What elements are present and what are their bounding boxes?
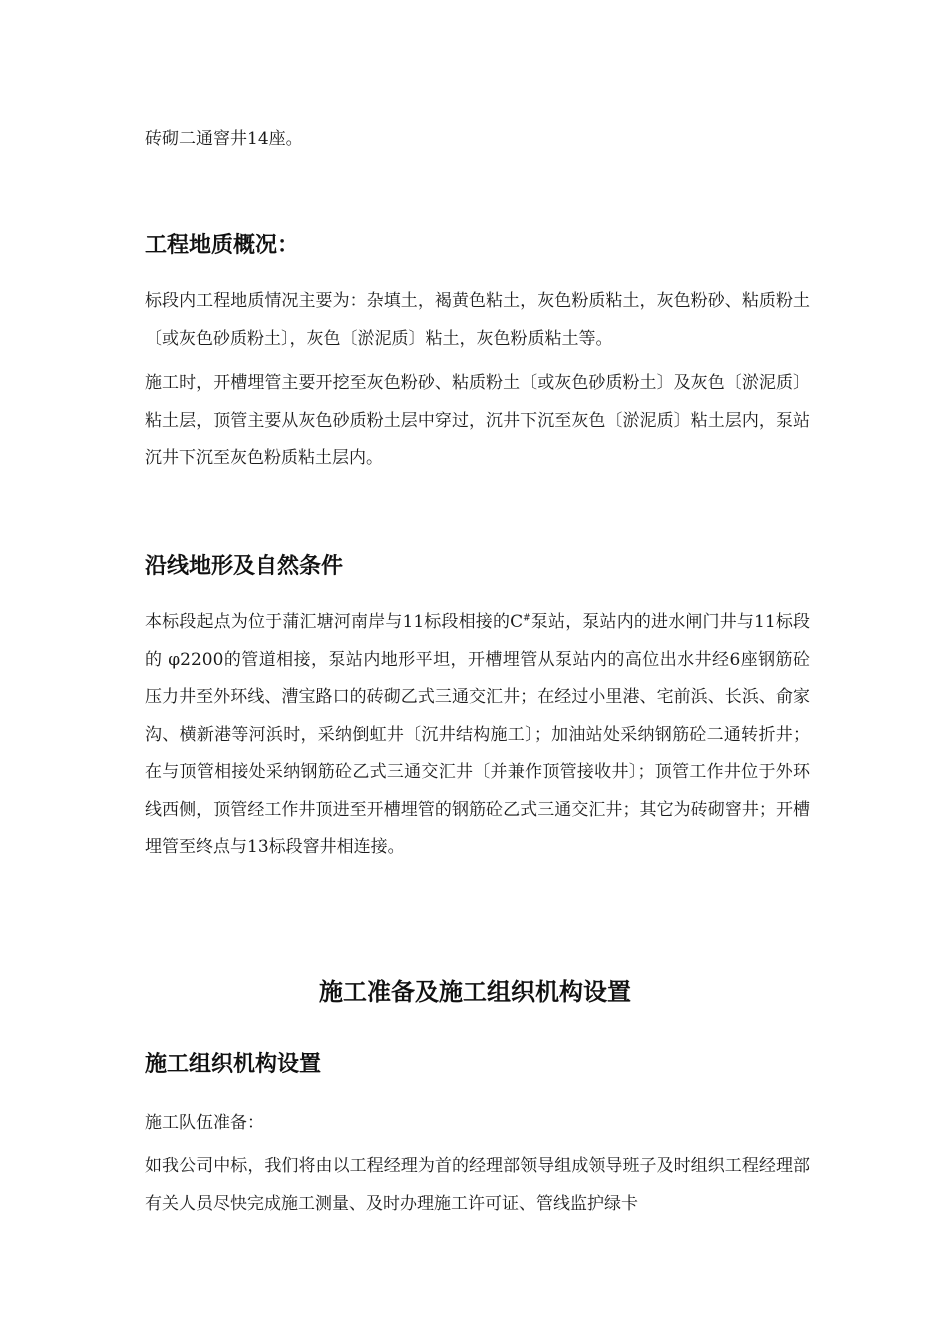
- chapter-title: 施工准备及施工组织机构设置: [319, 978, 631, 1006]
- terrain-text-b: 泵站，泵站内的进水闸门井与11标段的 φ2200的管道相接，泵站内地形平坦，开槽埋管从泵站内的高位出水井经6座钢筋砼压力井至外环线、漕宝路口的砖砌乙式三通交汇井；在经过小里港、宅前浜、长浜、俞家沟、横新港等河浜时，采纳倒虹井〔沉井结构施工〕；加油站处采纳钢筋砼二通转折井；在与顶管相接处采纳钢筋砼乙式三通交汇井〔并兼作顶管接收井〕；顶管工作井位于外环线西侧，顶管经工作井顶进至开槽埋管的钢筋砼乙式三通交汇井；其它为砖砌窨井；开槽埋管至终点与13标段窨井相连接。: [145, 612, 811, 857]
- paragraph-intro-end: 砖砌二通窨井14座。: [145, 129, 303, 149]
- heading-geology: 工程地质概况：: [145, 233, 300, 258]
- paragraph-geology-2: 施工时，开槽埋管主要开挖至灰色粉砂、粘质粉土〔或灰色砂质粉土〕及灰色〔淤泥质〕粘土层，顶管主要从灰色砂质粉土层中穿过，沉井下沉至灰色〔淤泥质〕粘土层内，泵站沉井下沉至灰色粉质粘土层内。: [145, 373, 810, 468]
- paragraph-team: 如我公司中标，我们将由以工程经理为首的经理部领导组成领导班子及时组织工程经理部有关人员尽快完成施工测量、及时办理施工许可证、管线监护绿卡: [145, 1156, 810, 1214]
- paragraph-geology-1: 标段内工程地质情况主要为：杂填土，褐黄色粘土，灰色粉质粘土，灰色粉砂、粘质粉土〔或灰色砂质粉土〕，灰色〔淤泥质〕粘土，灰色粉质粘土等。: [145, 291, 810, 349]
- heading-org-setup: 施工组织机构设置: [145, 1052, 322, 1077]
- paragraph-team-label: 施工队伍准备：: [145, 1113, 264, 1133]
- paragraph-terrain: [145, 604, 810, 867]
- heading-terrain: 沿线地形及自然条件: [145, 554, 344, 579]
- terrain-text-a: 本标段起点为位于蒲汇塘河南岸与11标段相接的C: [145, 612, 524, 632]
- terrain-superscript: #: [523, 613, 531, 624]
